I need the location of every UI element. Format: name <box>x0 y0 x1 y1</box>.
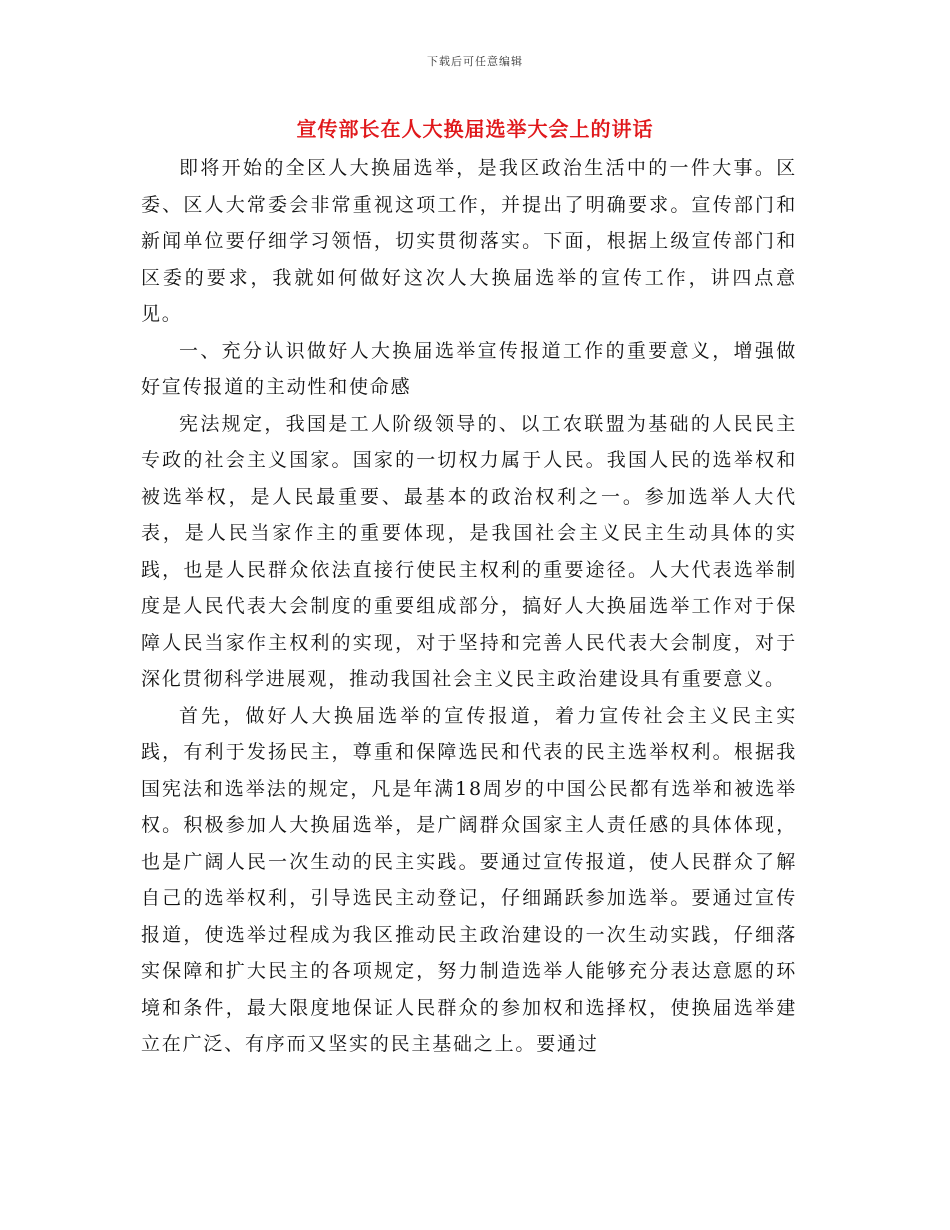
header-note: 下载后可任意编辑 <box>427 55 523 68</box>
section-heading-1: 一、充分认识做好人大换届选举宣传报道工作的重要意义，增强做好宣传报道的主动性和使命感 <box>141 339 797 398</box>
paragraph-first-point: 首先，做好人大换届选举的宣传报道，着力宣传社会主义民主实践，有利于发扬民主，尊重和保障选民和代表的民主选举权利。根据我国宪法和选举法的规定，凡是年满18周岁的中国公民都有选举和被选举权。积极参加人大换届选举，是广阔群众国家主人责任感的具体体现，也是广阔人民一次生动的民主实践。要通过宣传报道，使人民群众了解自己的选举权利，引导选民主动登记，仔细踊跃参加选举。要通过宣传报道，使选举过程成为我区推动民主政治建设的一次生动实践，仔细落实保障和扩大民主的各项规定，努力制造选举人能够充分表达意愿的环境和条件，最大限度地保证人民群众的参加权和选择权，使换届选举建立在广泛、有序而又坚实的民主基础之上。要通过 <box>141 704 797 1055</box>
paragraph-constitution: 宪法规定，我国是工人阶级领导的、以工农联盟为基础的人民民主专政的社会主义国家。国家的一切权力属于人民。我国人民的选举权和被选举权，是人民最重要、最基本的政治权利之一。参加选举人大代表，是人民当家作主的重要体现，是我国社会主义民主生动具体的实践，也是人民群众依法直接行使民主权利的重要途径。人大代表选举制度是人民代表大会制度的重要组成部分，搞好人大换届选举工作对于保障人民当家作主权利的实现，对于坚持和完善人民代表大会制度，对于深化贯彻科学进展观，推动我国社会主义民主政治建设具有重要意义。 <box>141 412 797 690</box>
paragraph-intro: 即将开始的全区人大换届选举，是我区政治生活中的一件大事。区委、区人大常委会非常重视这项工作，并提出了明确要求。宣传部门和新闻单位要仔细学习领悟，切实贯彻落实。下面，根据上级宣传部门和区委的要求，我就如何做好这次人大换届选举的宣传工作，讲四点意见。 <box>141 157 797 325</box>
document-title: 宣传部长在人大换届选举大会上的讲话 <box>296 117 654 141</box>
document-body <box>141 150 797 1063</box>
